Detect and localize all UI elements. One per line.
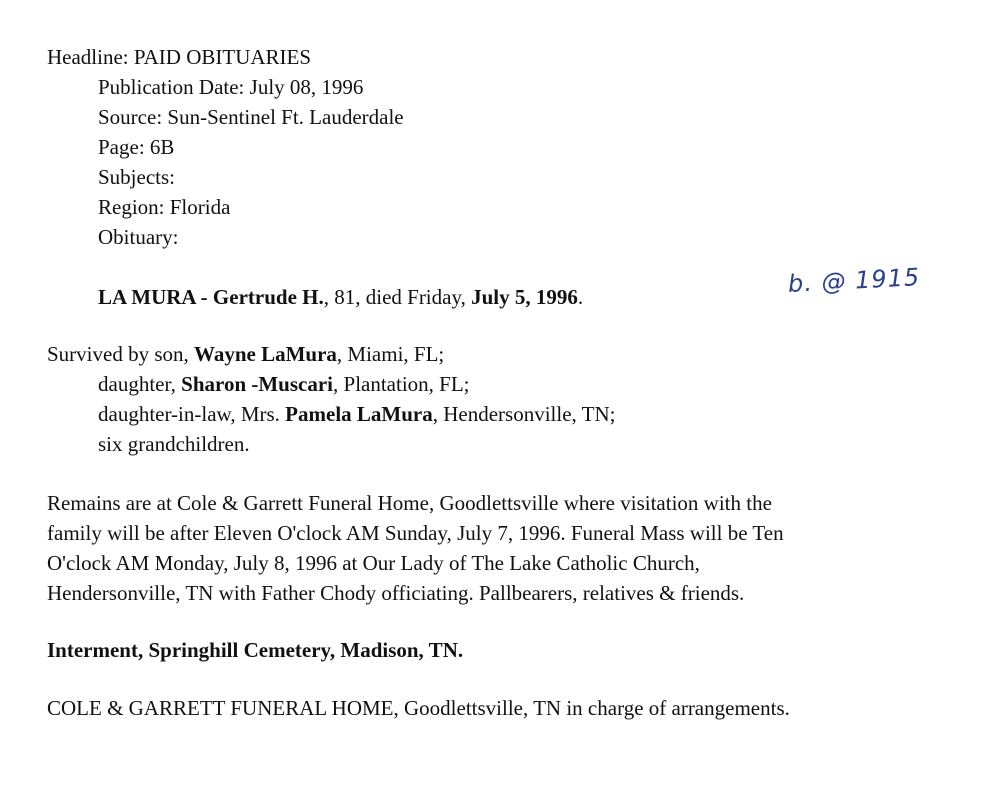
survivors-line-2 (98, 374, 470, 395)
page-value: 6B (149, 135, 175, 159)
region-label: Region: (98, 195, 165, 219)
headline-value: PAID OBITUARIES (133, 45, 312, 69)
source-line (98, 107, 404, 128)
page-line (98, 137, 174, 158)
interment-line (47, 640, 463, 661)
remains-line-4: Hendersonville, TN with Father Chody officiating. Pallbearers, relatives & friends. (47, 581, 745, 605)
remains-line-1: Remains are at Cole & Garrett Funeral Home, Goodlettsville where visitation with the (47, 491, 772, 515)
publication-date-label: Publication Date: (98, 75, 245, 99)
age-text: , 81, died Friday, (323, 285, 472, 309)
publication-date-line (98, 77, 363, 98)
interment-text: Interment, Springhill Cemetery, Madison, TN. (47, 638, 464, 662)
source-value: Sun-Sentinel Ft. Lauderdale (167, 105, 404, 129)
lead-end: . (577, 285, 584, 309)
headline-label: Headline: (47, 45, 129, 69)
subjects-line (98, 167, 175, 188)
obituary-label-line (98, 227, 178, 248)
lead-line (98, 287, 583, 308)
arrangements-line: COLE & GARRETT FUNERAL HOME, Goodlettsville, TN in charge of arrangements. (47, 696, 790, 720)
survivors-line-1 (47, 344, 444, 365)
survivors-line-3 (98, 404, 615, 425)
survivors-text: Survived by son, (47, 342, 194, 366)
obituary-label: Obituary: (98, 225, 179, 249)
handwritten-birth-note: b. @ 1915 (787, 263, 921, 298)
deceased-name: LA MURA - Gertrude H. (98, 285, 324, 309)
survivors-text: daughter-in-law, Mrs. (98, 402, 286, 426)
death-date: July 5, 1996 (471, 285, 578, 309)
remains-line-2: family will be after Eleven O'clock AM Sunday, July 7, 1996. Funeral Mass will be Ten (47, 521, 784, 545)
survivor-name-daughter: Sharon -Muscari (181, 372, 334, 396)
survivors-text: six grandchildren. (98, 432, 250, 456)
page-label: Page: (98, 135, 145, 159)
survivor-name-son: Wayne LaMura (194, 342, 337, 366)
region-line (98, 197, 230, 218)
region-value: Florida (169, 195, 231, 219)
source-label: Source: (98, 105, 163, 129)
subjects-label: Subjects: (98, 165, 175, 189)
survivors-text: , Plantation, FL; (333, 372, 470, 396)
publication-date-value: July 08, 1996 (249, 75, 364, 99)
survivor-name-daughter-in-law: Pamela LaMura (285, 402, 433, 426)
survivors-text: daughter, (98, 372, 182, 396)
survivors-line-4 (98, 434, 250, 455)
survivors-text: , Hendersonville, TN; (432, 402, 616, 426)
survivors-text: , Miami, FL; (336, 342, 445, 366)
remains-line-3: O'clock AM Monday, July 8, 1996 at Our Lady of The Lake Catholic Church, (47, 551, 700, 575)
headline-line (47, 47, 311, 68)
